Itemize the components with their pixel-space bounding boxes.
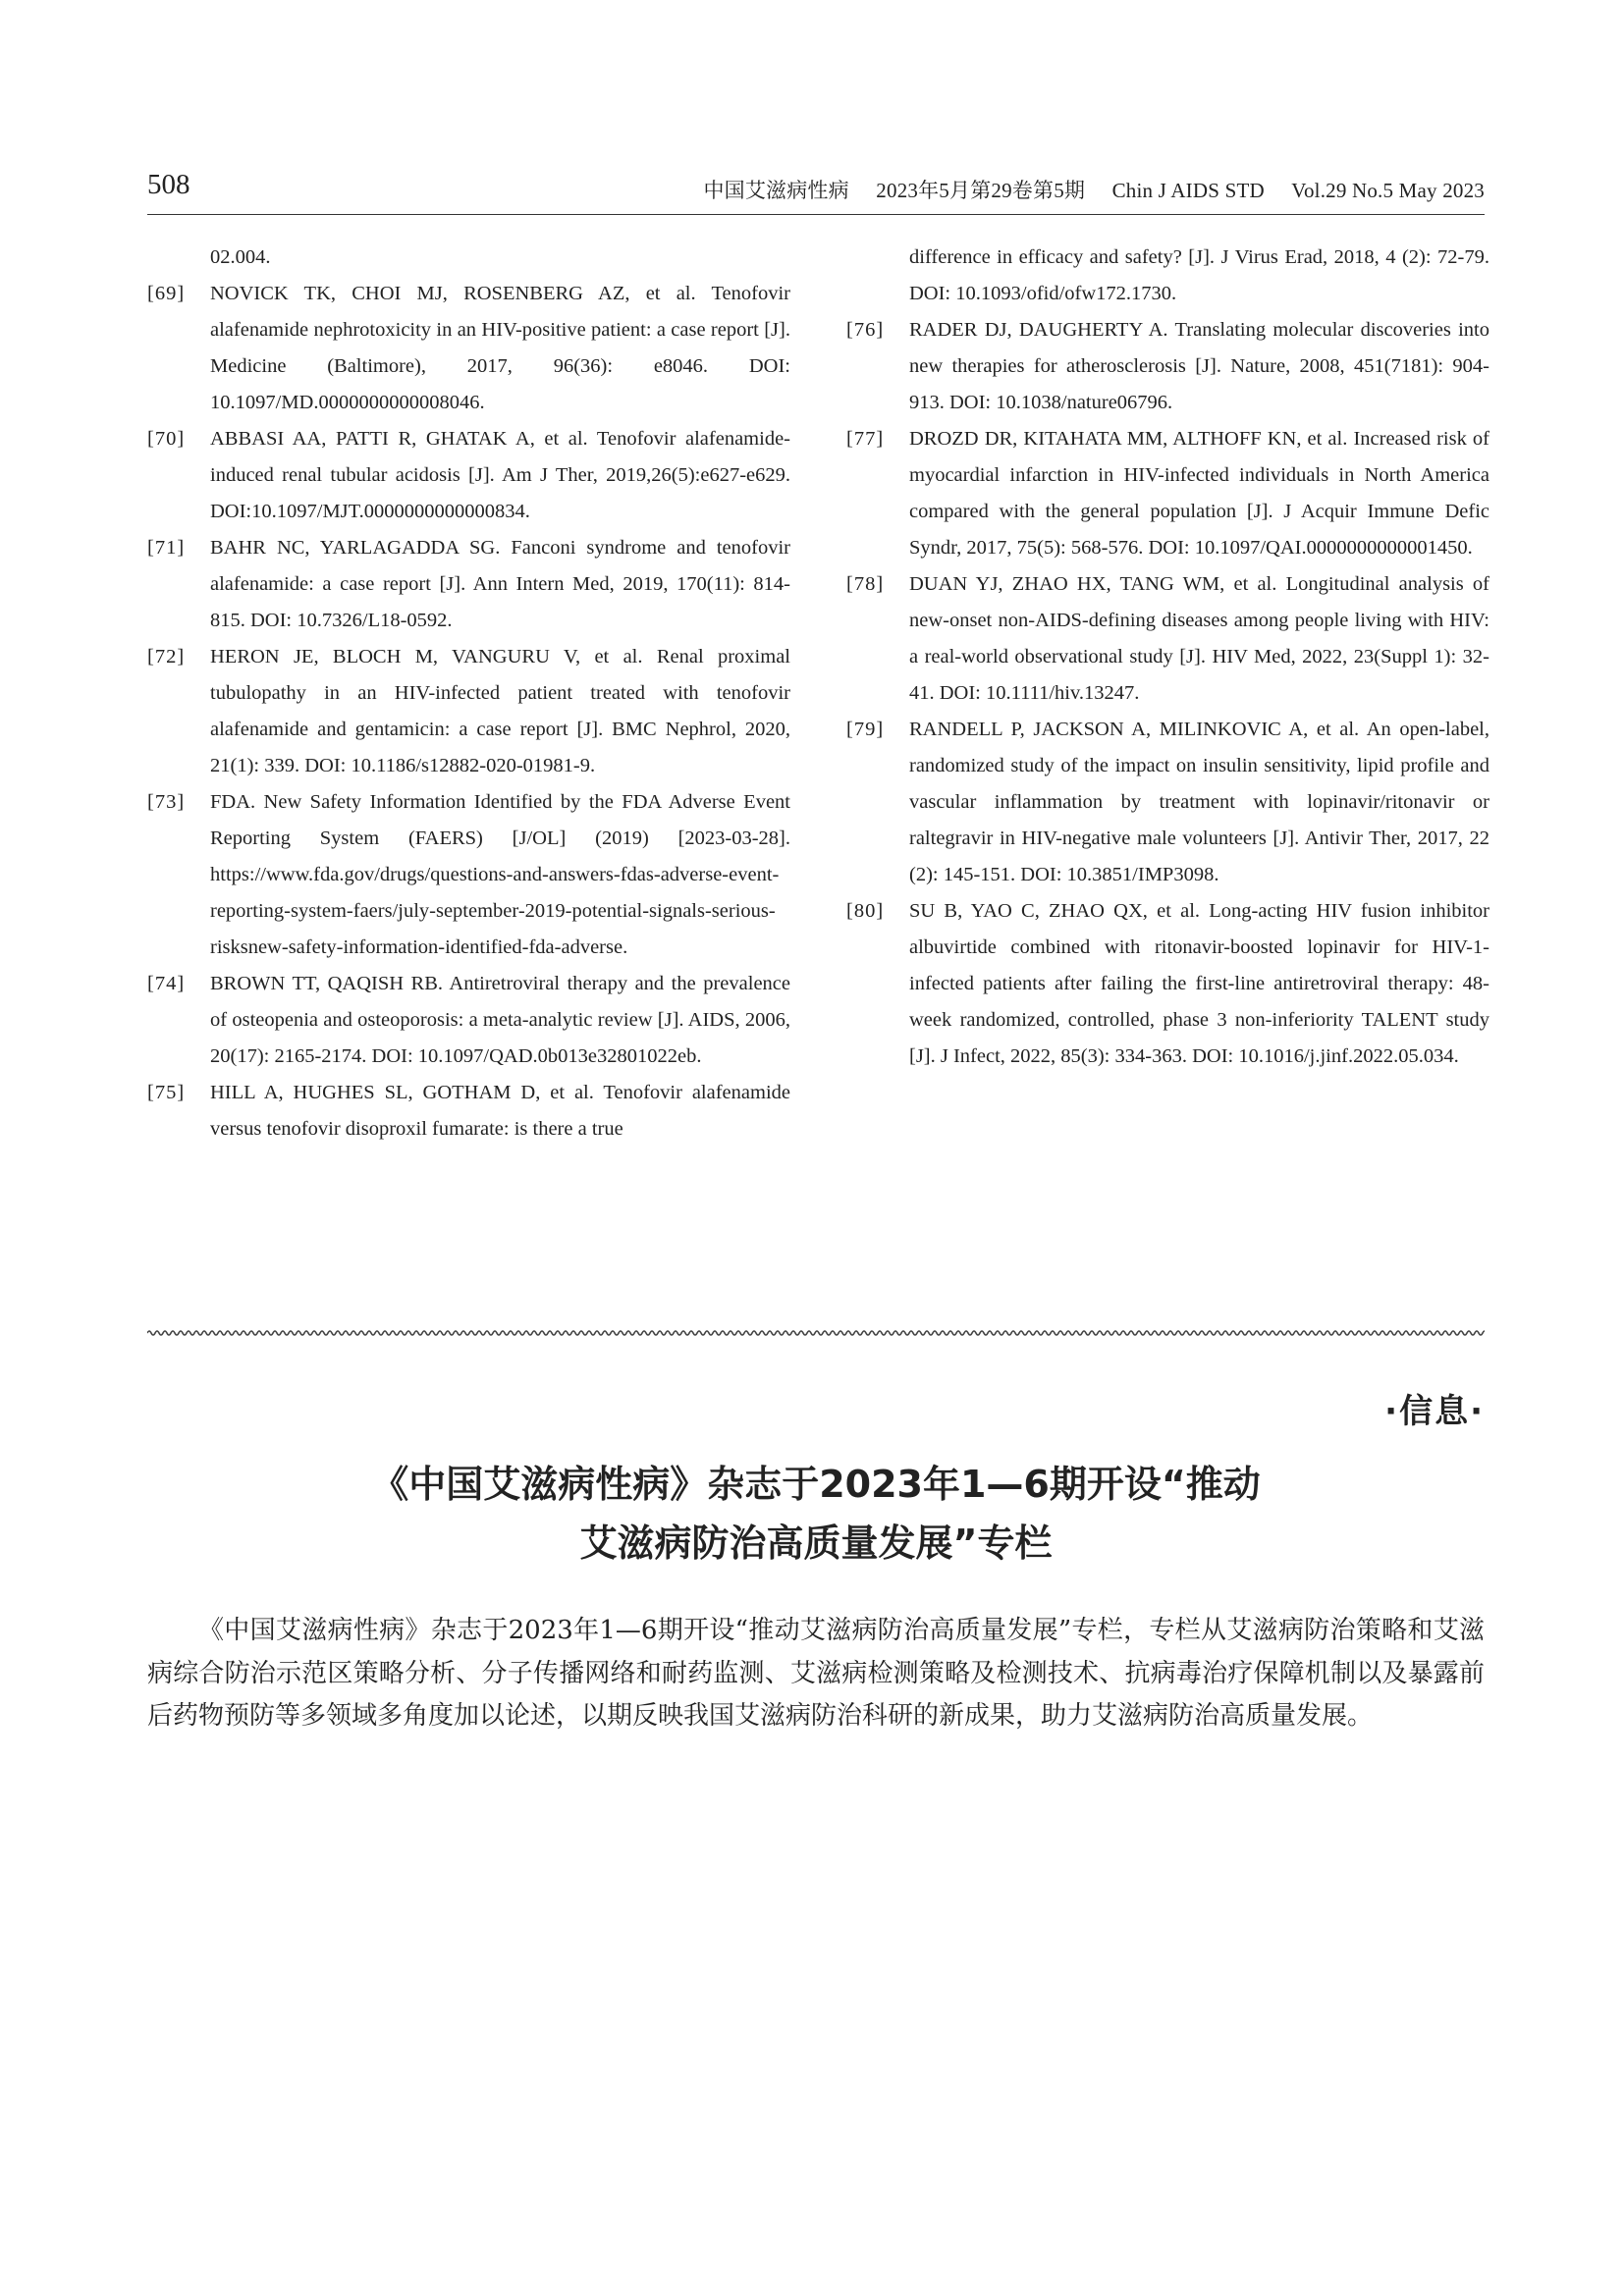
reference-number: [73]	[147, 791, 186, 813]
notice-title-line-2: 艾滋病防治高质量发展”专栏	[579, 1522, 1053, 1565]
reference-text: FDA. New Safety Information Identified by the FDA Adverse Event Reporting System (FAERS) [J/OL] (2019) [2023-03-28]. https://www.fda.gov/drugs/questions-and-answers-fdas-adverse-event-reporting-system-faers/july-september-2019-potential-signals-serious-risksnew-safety-information-identified-fda-adverse.	[210, 791, 790, 958]
reference-item	[147, 1075, 790, 1148]
reference-number: [71]	[147, 537, 186, 559]
wavy-divider	[147, 1327, 1485, 1339]
notice-title	[147, 1455, 1485, 1573]
reference-number: [78]	[846, 573, 885, 595]
reference-number: [79]	[846, 719, 885, 740]
reference-number: [80]	[846, 900, 885, 922]
journal-name-cn: 中国艾滋病性病	[703, 179, 849, 202]
reference-text: DUAN YJ, ZHAO HX, TANG WM, et al. Longitudinal analysis of new-onset non-AIDS-defining diseases among people living with HIV: a real-world observational study [J]. HIV Med, 2022, 23(Suppl 1): 32-41. DOI: 10.1111/hiv.13247.	[909, 573, 1489, 704]
reference-text: RADER DJ, DAUGHERTY A. Translating molecular discoveries into new therapies for atherosclerosis [J]. Nature, 2008, 451(7181): 904-913. DOI: 10.1038/nature06796.	[909, 319, 1489, 413]
reference-text: HERON JE, BLOCH M, VANGURU V, et al. Renal proximal tubulopathy in an HIV-infected patient treated with tenofovir alafenamide and gentamicin: a case report [J]. BMC Nephrol, 2020, 21(1): 339. DOI: 10.1186/s12882-020-01981-9.	[210, 646, 790, 776]
reference-number: [70]	[147, 428, 186, 450]
reference-item	[846, 893, 1489, 1075]
reference-continuation: difference in efficacy and safety? [J]. J Virus Erad, 2018, 4 (2): 72-79. DOI: 10.1093/ofid/ofw172.1730.	[909, 246, 1489, 304]
reference-text: BAHR NC, YARLAGADDA SG. Fanconi syndrome and tenofovir alafenamide: a case report [J]. Ann Intern Med, 2019, 170(11): 814-815. DOI: 10.7326/L18-0592.	[210, 537, 790, 631]
journal-name-en: Chin J AIDS STD	[1111, 179, 1265, 202]
reference-text: SU B, YAO C, ZHAO QX, et al. Long-acting HIV fusion inhibitor albuvirtide combined with ritonavir-boosted lopinavir for HIV-1-infected patients after failing the first-line antiretroviral therapy: 48-week randomized, controlled, phase 3 non-inferiority TALENT study [J]. J Infect, 2022, 85(3): 334-363. DOI: 10.1016/j.jinf.2022.05.034.	[909, 900, 1489, 1067]
notice-title-line-1: 《中国艾滋病性病》杂志于2023年1—6期开设“推动	[371, 1463, 1261, 1506]
reference-text: HILL A, HUGHES SL, GOTHAM D, et al. Tenofovir alafenamide versus tenofovir disoproxil fumarate: is there a true	[210, 1082, 790, 1140]
reference-number: [75]	[147, 1082, 186, 1103]
reference-item	[147, 784, 790, 966]
reference-item	[147, 530, 790, 639]
reference-continuation: 02.004.	[210, 246, 271, 268]
page-number: 508	[147, 169, 190, 200]
header-rule	[147, 214, 1485, 215]
reference-item	[147, 966, 790, 1075]
issue-cn: 2023年5月第29卷第5期	[876, 179, 1086, 202]
notice-body: 《中国艾滋病性病》杂志于2023年1—6期开设“推动艾滋病防治高质量发展”专栏，专栏从艾滋病防治策略和艾滋病综合防治示范区策略分析、分子传播网络和耐药监测、艾滋病检测策略及检测技术、抗病毒治疗保障机制以及暴露前后药物预防等多领域多角度加以论述，以期反映我国艾滋病防治科研的新成果，助力艾滋病防治高质量发展。	[147, 1616, 1485, 1731]
references-left-column	[147, 240, 790, 1148]
reference-number: [77]	[846, 428, 885, 450]
issue-en: Vol.29 No.5 May 2023	[1291, 179, 1485, 202]
reference-item	[147, 639, 790, 784]
reference-item	[147, 421, 790, 530]
running-header	[147, 169, 1485, 208]
reference-text: BROWN TT, QAQISH RB. Antiretroviral therapy and the prevalence of osteopenia and osteoporosis: a meta-analytic review [J]. AIDS, 2006, 20(17): 2165-2174. DOI: 10.1097/QAD.0b013e32801022eb.	[210, 973, 790, 1067]
references-right-column	[846, 240, 1489, 1075]
reference-text: RANDELL P, JACKSON A, MILINKOVIC A, et al. An open-label, randomized study of the impact on insulin sensitivity, lipid profile and vascular inflammation by treatment with lopinavir/ritonavir or raltegravir in HIV-negative male volunteers [J]. Antivir Ther, 2017, 22 (2): 145-151. DOI: 10.3851/IMP3098.	[909, 719, 1489, 885]
journal-info	[681, 175, 1485, 204]
reference-number: [74]	[147, 973, 186, 994]
reference-item	[846, 312, 1489, 421]
reference-number: [76]	[846, 319, 885, 341]
reference-text: ABBASI AA, PATTI R, GHATAK A, et al. Tenofovir alafenamide-induced renal tubular acidosis [J]. Am J Ther, 2019,26(5):e627-e629. DOI:10.1097/MJT.0000000000000834.	[210, 428, 790, 522]
section-tag: ·信息·	[1384, 1392, 1485, 1431]
reference-item	[147, 276, 790, 421]
reference-number: [72]	[147, 646, 186, 667]
reference-text: NOVICK TK, CHOI MJ, ROSENBERG AZ, et al. Tenofovir alafenamide nephrotoxicity in an HIV-positive patient: a case report [J]. Medicine (Baltimore), 2017, 96(36): e8046. DOI: 10.1097/MD.0000000000008046.	[210, 283, 790, 413]
reference-item	[846, 712, 1489, 893]
reference-item	[846, 566, 1489, 712]
reference-number: [69]	[147, 283, 186, 304]
reference-item	[846, 421, 1489, 566]
reference-text: DROZD DR, KITAHATA MM, ALTHOFF KN, et al. Increased risk of myocardial infarction in HIV-infected individuals in North America compared with the general population [J]. J Acquir Immune Defic Syndr, 2017, 75(5): 568-576. DOI: 10.1097/QAI.0000000000001450.	[909, 428, 1489, 559]
